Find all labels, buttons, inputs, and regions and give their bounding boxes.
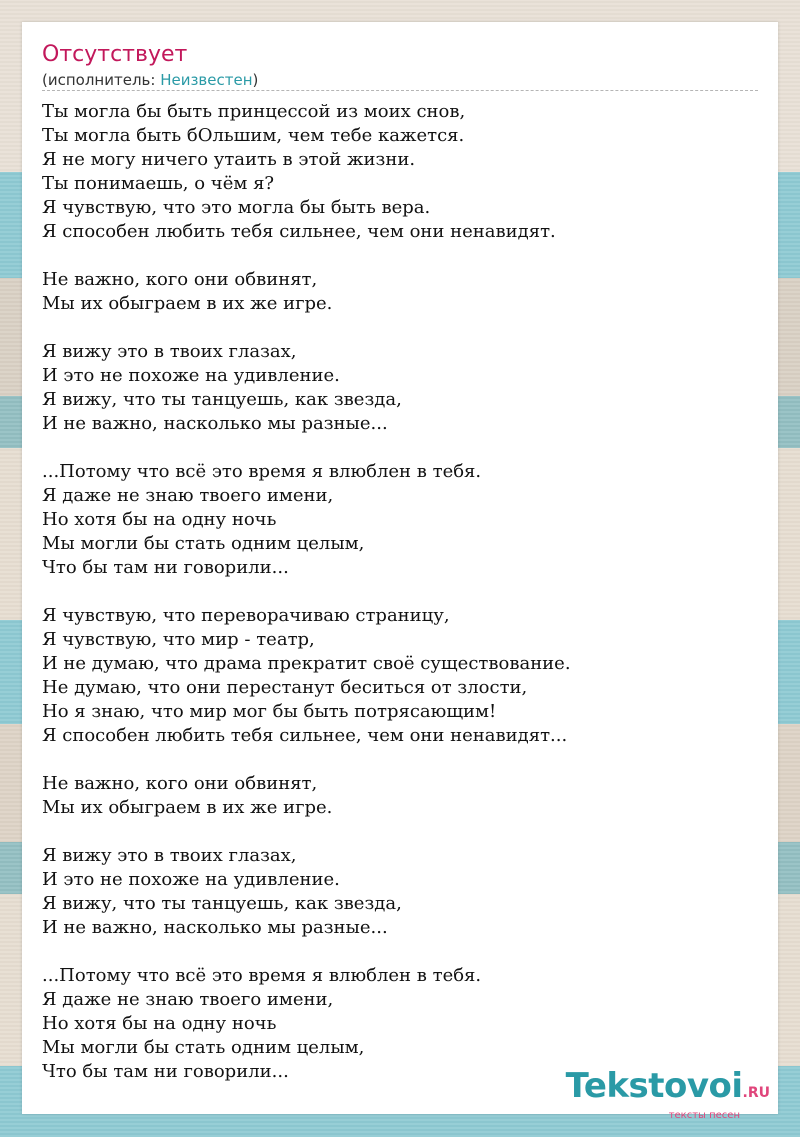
lyrics-line: Я вижу это в твоих глазах, — [42, 845, 297, 866]
lyrics-line: Я чувствую, что переворачиваю страницу, — [42, 605, 450, 626]
lyrics-line: ...Потому что всё это время я влюблен в тебя. — [42, 965, 482, 986]
lyrics-line: Я вижу это в твоих глазах, — [42, 341, 297, 362]
lyrics-stanza — [42, 772, 758, 820]
lyrics-line: Я даже не знаю твоего имени, — [42, 989, 334, 1010]
song-title: Отсутствует — [42, 42, 188, 67]
lyrics-body — [42, 100, 758, 1108]
lyrics-line: Я не могу ничего утаить в этой жизни. — [42, 149, 416, 170]
lyrics-stanza — [42, 340, 758, 436]
lyrics-stanza — [42, 100, 758, 244]
lyrics-line: Я даже не знаю твоего имени, — [42, 485, 334, 506]
artist-link[interactable]: Неизвестен — [160, 71, 253, 89]
lyrics-line: Но хотя бы на одну ночь — [42, 509, 277, 530]
lyrics-line: Я чувствую, что это могла бы быть вера. — [42, 197, 431, 218]
artist-suffix: ) — [252, 71, 259, 89]
lyrics-line: И не важно, насколько мы разные... — [42, 917, 388, 938]
lyrics-line: Но я знаю, что мир мог бы быть потрясающим! — [42, 701, 497, 722]
lyrics-line: Я способен любить тебя сильнее, чем они ненавидят. — [42, 221, 556, 242]
lyrics-line: Мы их обыграем в их же игре. — [42, 797, 333, 818]
lyrics-line: Ты понимаешь, о чём я? — [42, 173, 275, 194]
artist-line — [42, 70, 258, 90]
lyrics-line: Не думаю, что они перестанут беситься от злости, — [42, 677, 528, 698]
lyrics-line: Я вижу, что ты танцуешь, как звезда, — [42, 389, 402, 410]
lyrics-line: Не важно, кого они обвинят, — [42, 773, 318, 794]
lyrics-line: Не важно, кого они обвинят, — [42, 269, 318, 290]
lyrics-line: Ты могла бы быть принцессой из моих снов, — [42, 101, 466, 122]
lyrics-line: Я чувствую, что мир - театр, — [42, 629, 315, 650]
lyrics-line: Мы их обыграем в их же игре. — [42, 293, 333, 314]
lyrics-line: Я способен любить тебя сильнее, чем они ненавидят... — [42, 725, 568, 746]
lyrics-line: Что бы там ни говорили... — [42, 1061, 289, 1082]
lyrics-line: ...Потому что всё это время я влюблен в тебя. — [42, 461, 482, 482]
lyrics-card — [22, 22, 778, 1121]
lyrics-line: И это не похоже на удивление. — [42, 365, 340, 386]
lyrics-line: Но хотя бы на одну ночь — [42, 1013, 277, 1034]
logo-name: Tekstovoi — [565, 1066, 743, 1106]
lyrics-stanza — [42, 844, 758, 940]
lyrics-line: Я вижу, что ты танцуешь, как звезда, — [42, 893, 402, 914]
lyrics-line: Ты могла быть бОльшим, чем тебе кажется. — [42, 125, 465, 146]
title-divider — [42, 90, 758, 91]
logo-tld: .RU — [742, 1085, 770, 1101]
site-logo[interactable] — [566, 1068, 770, 1121]
lyrics-line: И не важно, насколько мы разные... — [42, 413, 388, 434]
lyrics-line: Мы могли бы стать одним целым, — [42, 533, 365, 554]
lyrics-line: И это не похоже на удивление. — [42, 869, 340, 890]
lyrics-line: Что бы там ни говорили... — [42, 557, 289, 578]
lyrics-line: Мы могли бы стать одним целым, — [42, 1037, 365, 1058]
lyrics-stanza — [42, 460, 758, 580]
logo-wordmark — [566, 1068, 770, 1111]
lyrics-stanza — [42, 604, 758, 748]
lyrics-stanza — [42, 268, 758, 316]
artist-prefix: (исполнитель: — [42, 71, 161, 89]
logo-tagline: тексты песен — [668, 1110, 740, 1121]
lyrics-line: И не думаю, что драма прекратит своё существование. — [42, 653, 571, 674]
